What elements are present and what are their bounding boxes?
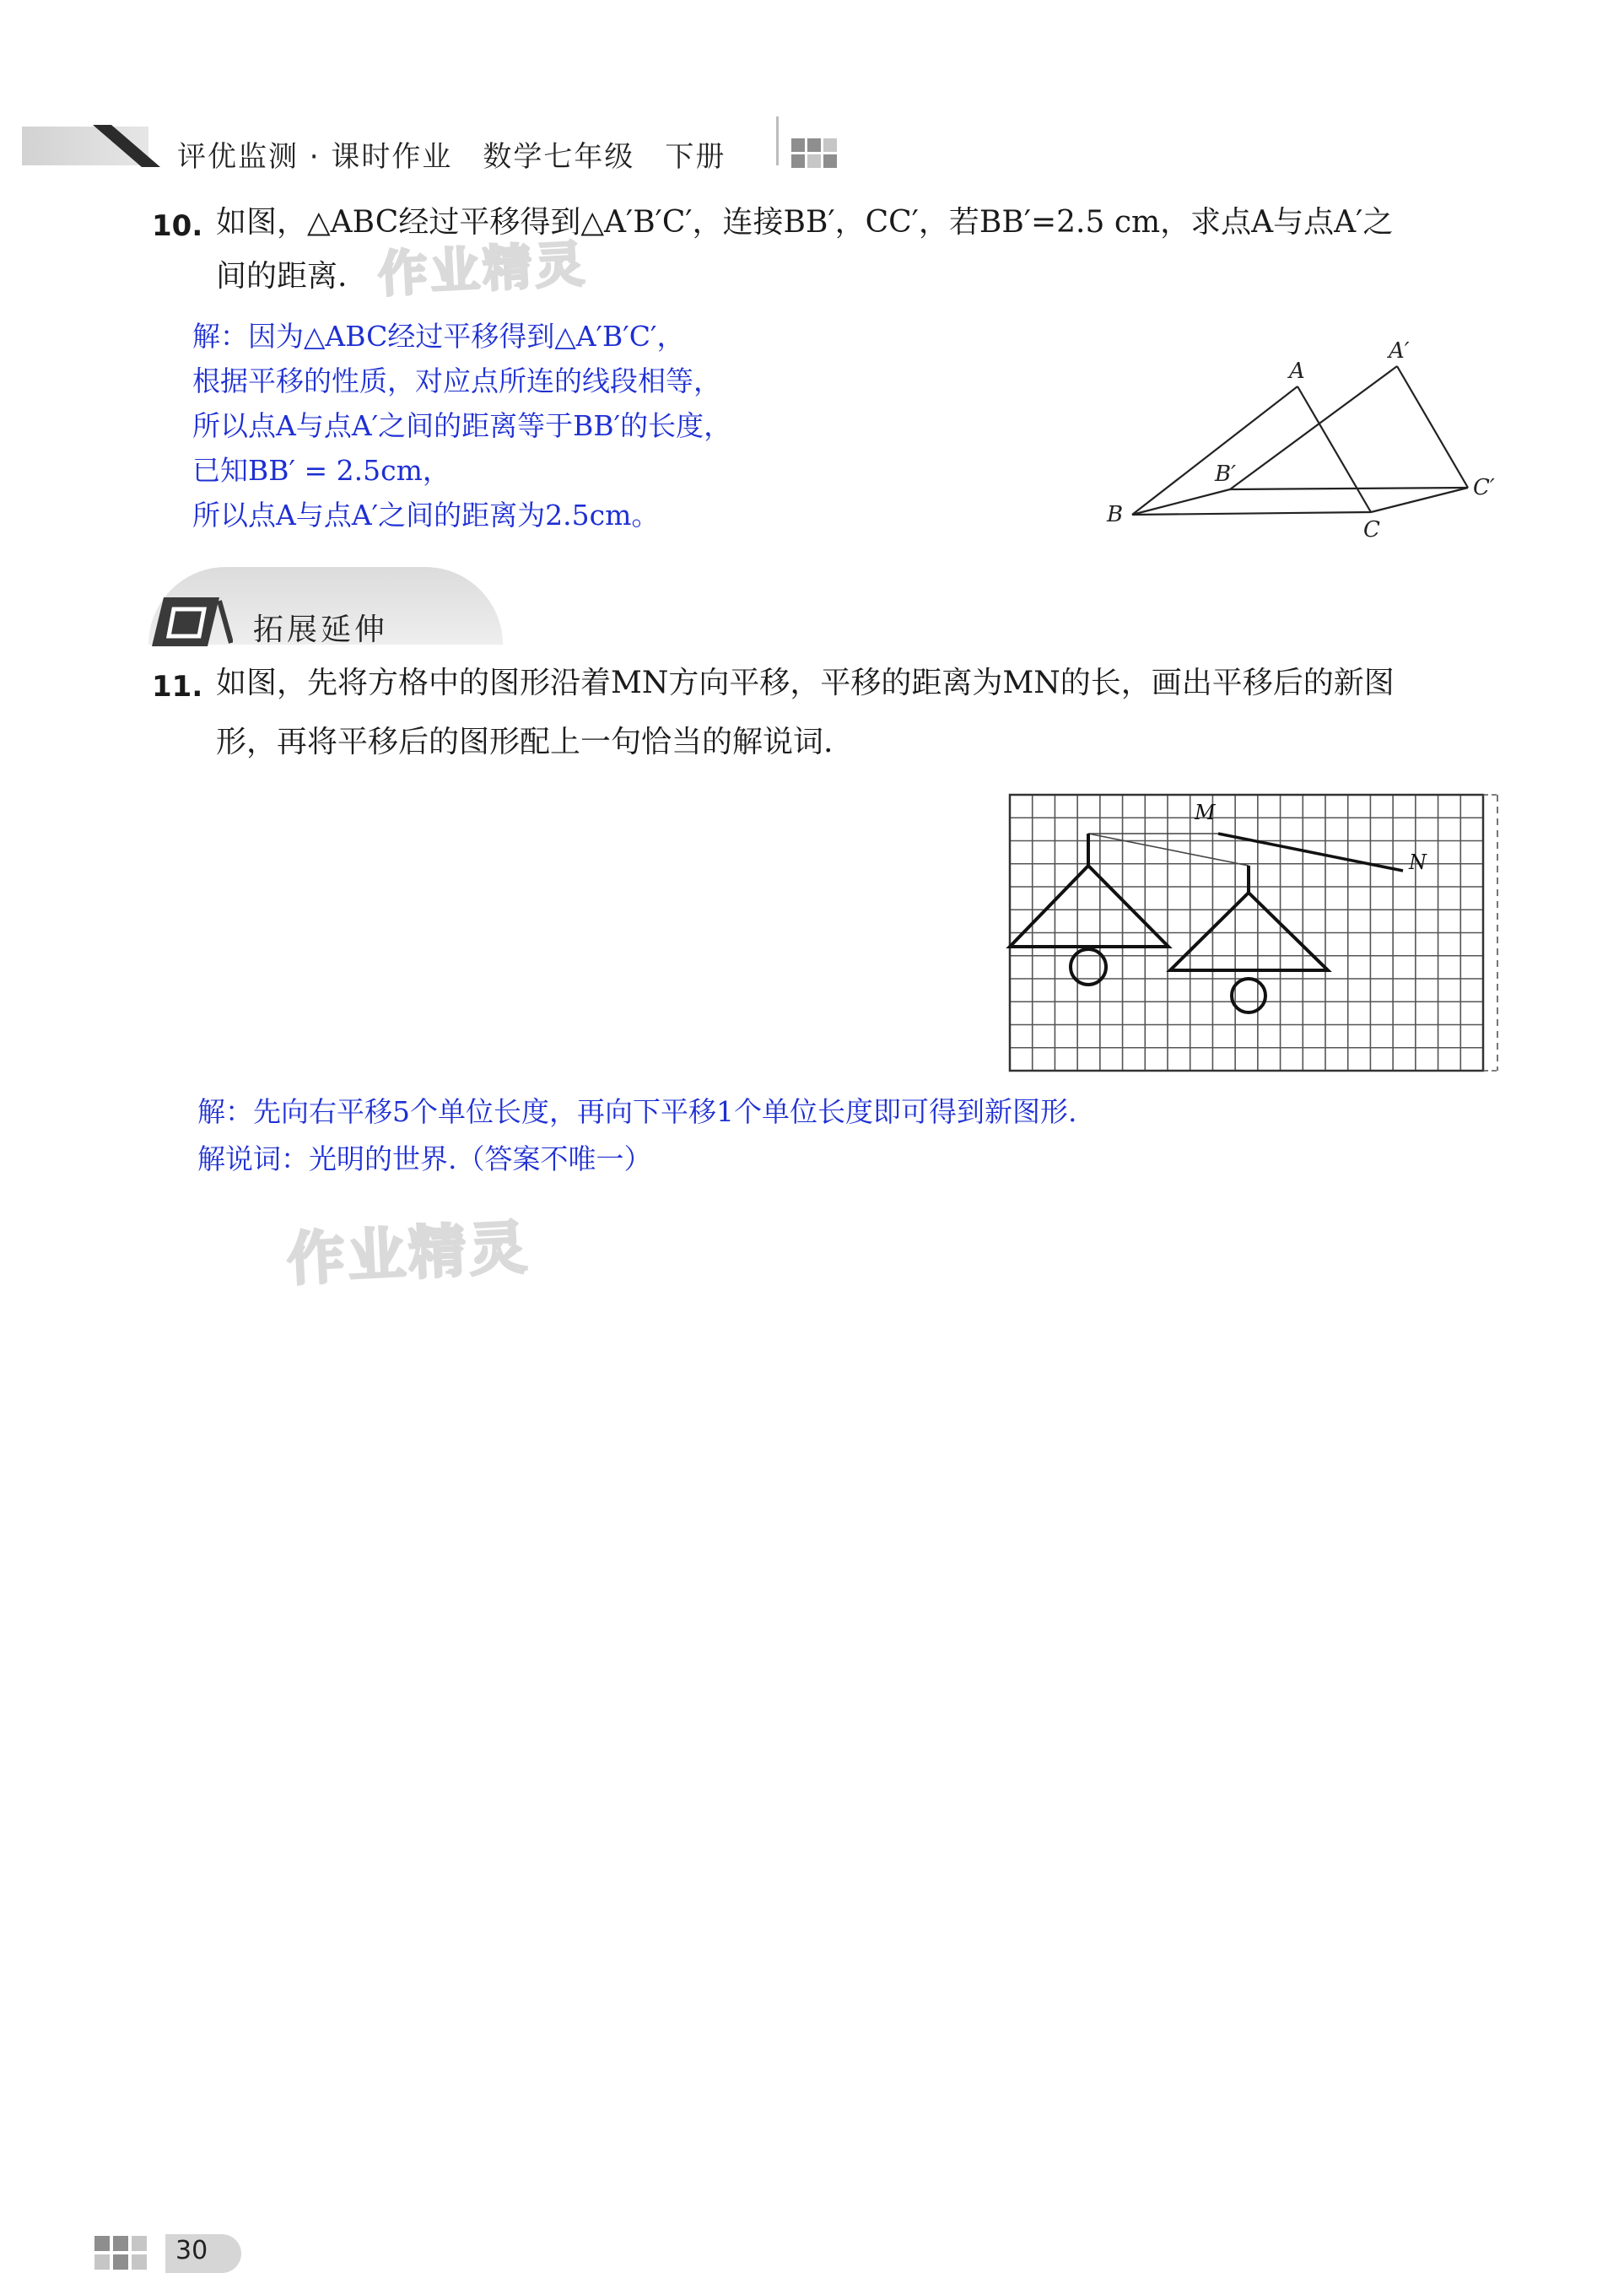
q10-answer <box>192 314 731 537</box>
label-A: A <box>1289 359 1305 384</box>
segment-ApCp <box>1397 366 1468 488</box>
q10-answer-line: 解：因为△ABC经过平移得到△A′B′C′， <box>192 320 685 353</box>
q10-answer-line: 所以点A与点A′之间的距离等于BB′的长度， <box>192 409 732 442</box>
segment-BBp <box>1132 489 1230 515</box>
label-N: N <box>1409 850 1427 874</box>
segment-BpAp <box>1230 366 1397 489</box>
q11-grid-figure <box>1004 789 1510 1088</box>
mn-line-lower <box>1088 834 1249 866</box>
label-C-prime: C′ <box>1473 475 1495 500</box>
segment-BpCp <box>1230 488 1468 489</box>
q10-answer-line: 根据平移的性质，对应点所连的线段相等， <box>192 364 721 397</box>
label-A-prime: A′ <box>1389 338 1410 364</box>
label-C: C <box>1363 517 1380 543</box>
page-number: 30 <box>175 2236 208 2265</box>
segment-BC <box>1132 512 1371 515</box>
label-M: M <box>1195 801 1216 824</box>
q10-text-line2: 间的距离. <box>216 259 348 294</box>
q10-answer-line: 所以点A与点A′之间的距离为2.5cm。 <box>192 499 660 532</box>
grid-lines <box>1010 795 1483 1071</box>
section-pencil-icon <box>148 591 233 650</box>
translated-bell <box>1170 866 1328 1012</box>
watermark: 作业精灵 <box>285 1214 532 1294</box>
segment-AC <box>1298 386 1371 512</box>
q10-number: 10. <box>152 209 203 243</box>
q10-triangle-figure <box>1097 329 1519 548</box>
q11-number: 11. <box>152 670 203 704</box>
header-title: 评优监测 · 课时作业 数学七年级 下册 <box>177 140 726 174</box>
q10-answer-line: 已知BB′ = 2.5cm， <box>192 454 451 487</box>
header-slash <box>93 118 169 169</box>
segment-BA <box>1132 386 1298 515</box>
q11-answer-line: 解：先向右平移5个单位长度，再向下平移1个单位长度即可得到新图形. <box>197 1095 1077 1128</box>
q11-answer-line: 解说词：光明的世界.（答案不唯一） <box>197 1142 652 1175</box>
label-B: B <box>1107 502 1124 527</box>
q11-text-line2: 形，再将平移后的图形配上一句恰当的解说词. <box>216 725 834 759</box>
watermark: 作业精灵 <box>376 235 589 304</box>
header-divider <box>776 116 779 165</box>
q11-answer <box>197 1088 1076 1183</box>
label-B-prime: B′ <box>1215 462 1237 487</box>
q11-text-line1: 如图，先将方格中的图形沿着MN方向平移，平移的距离为MN的长，画出平移后的新图 <box>216 666 1395 700</box>
q10-text-line1: 如图，△ABC经过平移得到△A′B′C′，连接BB′，CC′，若BB′=2.5 cm，求点A与点A′之 <box>216 205 1394 240</box>
section-title: 拓展延伸 <box>253 613 389 647</box>
segment-CCp <box>1371 488 1468 512</box>
